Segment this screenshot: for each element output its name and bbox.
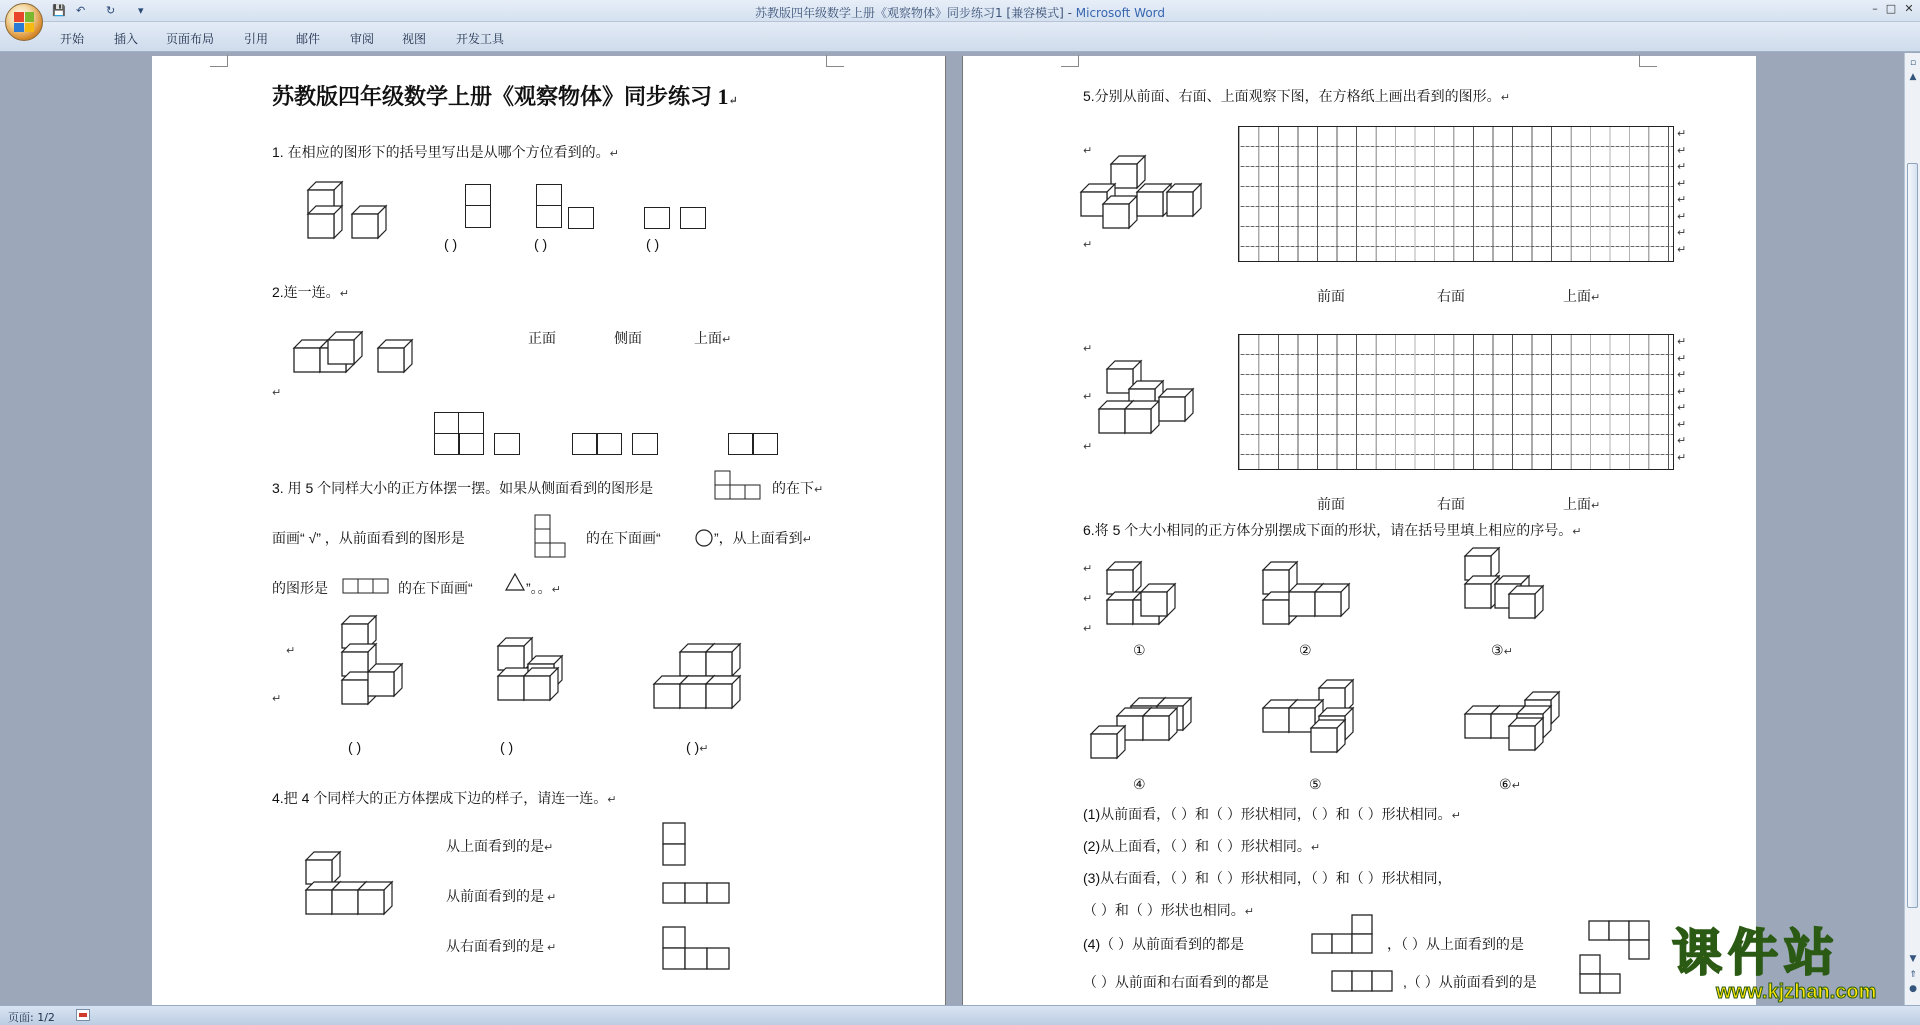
question-4: 4.把 4 个同样大的正方体摆成下边的样子，请连一连。↵ bbox=[272, 790, 617, 806]
q6-answer-4-shape-a bbox=[1311, 914, 1377, 956]
window-title: 苏教版四年级数学上册《观察物体》同步练习1 [兼容模式] - Microsoft Word bbox=[754, 6, 1166, 20]
q4-cube-figure bbox=[306, 852, 416, 922]
paragraph-mark: ↵ bbox=[272, 387, 282, 399]
page-1 bbox=[152, 56, 946, 1005]
watermark-logo: 课件站 bbox=[1672, 924, 1840, 982]
q6-num-3: ③↵ bbox=[1491, 642, 1513, 658]
q6-shape-1 bbox=[1107, 562, 1197, 632]
margin-mark bbox=[1639, 55, 1657, 67]
q1-view-b bbox=[536, 184, 562, 228]
q6-answer-5: （ ）从前面和右面看到的都是 bbox=[1083, 974, 1269, 990]
question-3-line-3c: ”。。↵ bbox=[526, 580, 561, 596]
title-bar bbox=[0, 0, 1920, 22]
q6-num-2: ② bbox=[1299, 642, 1312, 658]
select-browse-object-icon[interactable]: ● bbox=[1909, 984, 1917, 994]
tab-references[interactable]: 引用 bbox=[244, 32, 269, 46]
paragraph-mark: ↵ bbox=[1083, 391, 1093, 403]
q1-view-c bbox=[644, 207, 670, 229]
grid-marks: ↵ ↵ ↵ ↵ ↵ ↵ ↵ ↵ bbox=[1677, 128, 1687, 256]
question-2: 2.连一连。↵ bbox=[272, 284, 349, 300]
question-5: 5.分别从前面、右面、上面观察下图，在方格纸上画出看到的图形。↵ bbox=[1083, 88, 1510, 104]
question-3-line-2c: ”，从上面看到↵ bbox=[714, 530, 812, 546]
tab-view[interactable]: 视图 bbox=[402, 32, 427, 46]
question-3-line-1: 3. 用 5 个同样大小的正方体摆一摆。如果从侧面看到的图形是 bbox=[272, 480, 654, 496]
q5-label-front-1: 前面 bbox=[1317, 288, 1345, 304]
redo-icon[interactable]: ↻ bbox=[106, 4, 116, 17]
q2-view-4 bbox=[632, 433, 658, 455]
q6-answer-5b: ,（ ）从前面看到的是 bbox=[1403, 974, 1537, 990]
scroll-thumb[interactable] bbox=[1907, 163, 1918, 908]
q2-cube-figure bbox=[294, 332, 434, 388]
q6-num-4: ④ bbox=[1133, 776, 1146, 792]
circle-icon bbox=[694, 528, 714, 548]
margin-mark bbox=[826, 55, 844, 67]
q6-num-6: ⑥↵ bbox=[1499, 776, 1521, 792]
q5-label-front-2: 前面 bbox=[1317, 496, 1345, 512]
q3-cube-figure-3 bbox=[654, 644, 764, 724]
q6-answer-1: (1)从前面看，（ ）和（ ）形状相同，（ ）和（ ）形状相同。↵ bbox=[1083, 806, 1461, 822]
q2-view-1a bbox=[434, 412, 460, 434]
question-3-line-1b: 的在下↵ bbox=[772, 480, 824, 496]
q6-answer-5-shape-b bbox=[1579, 954, 1625, 996]
q3-cube-figure-2 bbox=[498, 638, 598, 718]
paragraph-mark: ↵ bbox=[1083, 441, 1093, 453]
q5-cube-figure-2 bbox=[1099, 361, 1209, 441]
q6-shape-4 bbox=[1091, 698, 1221, 768]
ribbon-tabs bbox=[0, 22, 1920, 52]
tab-home[interactable]: 开始 bbox=[60, 32, 85, 46]
q6-answer-5-shape-a bbox=[1331, 970, 1397, 994]
grid-marks: ↵ ↵ ↵ ↵ ↵ ↵ ↵ ↵ bbox=[1677, 336, 1687, 464]
proofing-icon[interactable] bbox=[76, 1009, 90, 1021]
q6-answer-2: (2)从上面看，（ ）和（ ）形状相同。↵ bbox=[1083, 838, 1321, 854]
q5-label-top-1: 上面↵ bbox=[1563, 288, 1601, 304]
q1-view-a bbox=[465, 184, 491, 228]
q3-cube-figure-1 bbox=[342, 616, 422, 726]
question-1: 1. 在相应的图形下的括号里写出是从哪个方位看到的。↵ bbox=[272, 144, 619, 160]
paragraph-marks: ↵ ↵ ↵ bbox=[1083, 563, 1093, 635]
paragraph-mark: ↵ bbox=[286, 645, 296, 657]
scroll-down-icon[interactable]: ▼ bbox=[1909, 954, 1917, 964]
paragraph-mark: ↵ bbox=[1083, 239, 1093, 251]
q5-label-right-1: 右面 bbox=[1437, 288, 1465, 304]
q1-view-c2 bbox=[680, 207, 706, 229]
q1-blank-3[interactable]: ( ) bbox=[646, 236, 660, 252]
customize-qat-icon[interactable]: ▾ bbox=[138, 4, 144, 17]
margin-mark bbox=[210, 55, 228, 67]
scroll-up-icon[interactable]: ▲ bbox=[1909, 72, 1917, 82]
q1-cube-figure bbox=[308, 182, 398, 252]
q1-blank-2[interactable]: ( ) bbox=[534, 236, 548, 252]
tab-mailings[interactable]: 邮件 bbox=[296, 32, 321, 46]
q3-blank-1[interactable]: ( ) bbox=[348, 739, 362, 755]
q6-answer-3: (3)从右面看，（ ）和（ ）形状相同，（ ）和（ ）形状相同， bbox=[1083, 870, 1452, 886]
q6-answer-3b: （ ）和（ ）形状也相同。↵ bbox=[1083, 902, 1254, 918]
q3-blank-3[interactable]: ( )↵ bbox=[686, 739, 709, 755]
question-6: 6.将 5 个大小相同的正方体分别摆成下面的形状，请在括号里填上相应的序号。↵ bbox=[1083, 522, 1582, 538]
q3-front-view-shape bbox=[534, 514, 568, 562]
label-top: 上面↵ bbox=[694, 330, 732, 346]
margin-mark bbox=[1061, 55, 1079, 67]
q1-view-b2 bbox=[568, 207, 594, 229]
office-logo-icon bbox=[14, 12, 34, 32]
q5-cube-figure-1 bbox=[1081, 156, 1221, 236]
close-button[interactable]: ✕ bbox=[1904, 2, 1914, 15]
save-icon[interactable]: 💾 bbox=[52, 4, 66, 17]
q6-num-1: ① bbox=[1133, 642, 1146, 658]
vertical-scrollbar[interactable] bbox=[1904, 53, 1920, 1005]
maximize-button[interactable]: □ bbox=[1885, 2, 1897, 15]
q6-shape-2 bbox=[1263, 562, 1373, 632]
question-3-line-3: 的图形是 bbox=[272, 580, 328, 596]
q5-grid-paper-2[interactable] bbox=[1238, 334, 1674, 470]
q2-view-3 bbox=[572, 433, 622, 455]
q1-blank-1[interactable]: ( ) bbox=[444, 236, 458, 252]
question-3-line-2b: 的在下面画“ bbox=[586, 530, 661, 546]
q5-label-top-2: 上面↵ bbox=[1563, 496, 1601, 512]
previous-page-icon[interactable]: ⇑ bbox=[1909, 970, 1917, 980]
label-front: 正面 bbox=[528, 330, 556, 346]
ruler-toggle-icon[interactable]: ▫ bbox=[1909, 58, 1917, 68]
q3-side-view-shape bbox=[714, 470, 764, 502]
minimize-button[interactable]: – bbox=[1872, 2, 1878, 15]
q6-answer-4: (4)（ ）从前面看到的都是 bbox=[1083, 936, 1244, 952]
paragraph-mark: ↵ bbox=[272, 693, 282, 705]
page-indicator[interactable]: 页面: 1/2 bbox=[8, 1011, 55, 1024]
q4-row-top: 从上面看到的是↵ bbox=[446, 838, 554, 854]
label-side: 侧面 bbox=[614, 330, 642, 346]
q6-shape-6 bbox=[1465, 692, 1585, 762]
tab-insert[interactable]: 插入 bbox=[114, 32, 139, 46]
question-3-line-2: 面画“ √” ，从前面看到的图形是 bbox=[272, 530, 465, 546]
tab-developer[interactable]: 开发工具 bbox=[456, 32, 505, 46]
q2-view-1c bbox=[458, 412, 484, 434]
watermark bbox=[1672, 925, 1902, 1005]
paragraph-mark: ↵ bbox=[1083, 145, 1093, 157]
question-3-line-3b: 的在下面画“ bbox=[398, 580, 473, 596]
page-title: 苏教版四年级数学上册《观察物体》同步练习 1↵ bbox=[272, 84, 738, 109]
q2-view-2 bbox=[494, 433, 520, 455]
watermark-url: www.kjzhan.com bbox=[1716, 981, 1877, 1003]
page-2 bbox=[962, 56, 1756, 1005]
q4-shape-top bbox=[662, 822, 688, 868]
tab-review[interactable]: 审阅 bbox=[350, 32, 375, 46]
q6-shape-3 bbox=[1465, 548, 1565, 628]
q4-shape-right bbox=[662, 926, 734, 972]
q2-view-1b bbox=[434, 433, 484, 455]
tab-page-layout[interactable]: 页面布局 bbox=[166, 32, 215, 46]
q3-top-view-shape bbox=[342, 578, 392, 596]
paragraph-mark: ↵ bbox=[1083, 343, 1093, 355]
office-button[interactable] bbox=[5, 3, 43, 41]
document-workspace[interactable] bbox=[0, 53, 1920, 1005]
q6-shape-5 bbox=[1263, 680, 1373, 760]
q5-label-right-2: 右面 bbox=[1437, 496, 1465, 512]
q4-shape-front bbox=[662, 882, 734, 906]
q6-num-5: ⑤ bbox=[1309, 776, 1322, 792]
triangle-icon bbox=[504, 572, 526, 592]
q4-row-front: 从前面看到的是 ↵ bbox=[446, 888, 557, 904]
q6-answer-4b: ，（ ）从上面看到的是 bbox=[1387, 936, 1524, 952]
q2-view-5 bbox=[728, 433, 778, 455]
q5-grid-paper-1[interactable] bbox=[1238, 126, 1674, 262]
status-bar bbox=[0, 1005, 1920, 1025]
q3-blank-2[interactable]: ( ) bbox=[500, 739, 514, 755]
q4-row-right: 从右面看到的是 ↵ bbox=[446, 938, 557, 954]
undo-icon[interactable]: ↶ bbox=[76, 4, 86, 17]
